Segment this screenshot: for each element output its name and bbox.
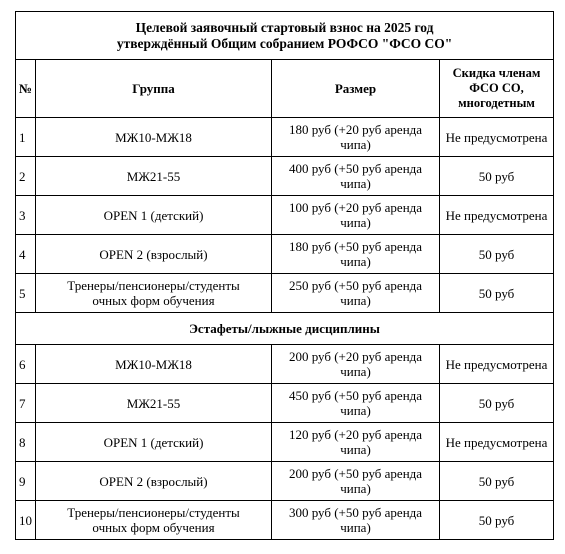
row-size-line-2: чипа) [340, 254, 371, 269]
row-group-line-1: МЖ21-55 [126, 395, 181, 411]
row-group-line-1: OPEN 1 (детский) [103, 434, 204, 450]
header-number: № [16, 60, 36, 118]
row-group [36, 423, 272, 462]
table-row [16, 235, 554, 274]
table-row [16, 157, 554, 196]
row-group-line-1: МЖ10-МЖ18 [115, 356, 192, 372]
row-group [36, 501, 272, 540]
row-size [272, 274, 440, 313]
row-group-line-1: МЖ21-55 [126, 168, 181, 184]
row-discount: 50 руб [440, 274, 554, 313]
row-size-line-2: чипа) [340, 520, 371, 535]
row-group-line-1: Тренеры/пенсионеры/студенты [67, 505, 240, 520]
row-number: 5 [16, 274, 36, 313]
row-size [272, 196, 440, 235]
row-group [36, 235, 272, 274]
row-group-line-1: OPEN 1 (детский) [103, 207, 204, 223]
table-row [16, 118, 554, 157]
row-discount: Не предусмотрена [440, 118, 554, 157]
row-size-line-1: 100 руб (+20 руб аренда [288, 200, 423, 215]
row-number: 9 [16, 462, 36, 501]
row-group [36, 157, 272, 196]
row-size [272, 462, 440, 501]
table-row [16, 345, 554, 384]
fee-table [15, 11, 554, 540]
header-group: Группа [36, 60, 272, 118]
row-size-line-2: чипа) [340, 481, 371, 496]
row-size-line-1: 180 руб (+20 руб аренда [288, 122, 423, 137]
section-row-relay [16, 313, 554, 345]
table-row [16, 423, 554, 462]
row-group [36, 274, 272, 313]
row-size-line-2: чипа) [340, 215, 371, 230]
section-title-relay: Эстафеты/лыжные дисциплины [16, 313, 554, 345]
row-size-line-1: 120 руб (+20 руб аренда [288, 427, 423, 442]
row-size-line-1: 300 руб (+50 руб аренда [288, 505, 423, 520]
header-discount-line-3: многодетным [458, 96, 535, 110]
row-size-line-1: 200 руб (+50 руб аренда [288, 466, 423, 481]
row-number: 3 [16, 196, 36, 235]
row-number: 2 [16, 157, 36, 196]
row-size-line-1: 200 руб (+20 руб аренда [288, 349, 423, 364]
row-number: 10 [16, 501, 36, 540]
row-discount: 50 руб [440, 157, 554, 196]
row-size-line-2: чипа) [340, 293, 371, 308]
row-group-line-1: OPEN 2 (взрослый) [99, 246, 208, 262]
header-size: Размер [272, 60, 440, 118]
row-discount: Не предусмотрена [440, 345, 554, 384]
table-row [16, 462, 554, 501]
row-number: 6 [16, 345, 36, 384]
row-size-line-1: 180 руб (+50 руб аренда [288, 239, 423, 254]
table-row [16, 384, 554, 423]
row-group [36, 462, 272, 501]
table-row [16, 196, 554, 235]
row-group [36, 118, 272, 157]
row-group-line-1: Тренеры/пенсионеры/студенты [67, 278, 240, 293]
table-title-line-1: Целевой заявочный стартовый взнос на 2025 год [135, 19, 434, 35]
row-discount: 50 руб [440, 501, 554, 540]
row-size [272, 118, 440, 157]
header-discount-line-1: Скидка членам [452, 66, 541, 80]
row-group [36, 345, 272, 384]
row-size [272, 157, 440, 196]
row-size-line-2: чипа) [340, 442, 371, 457]
row-group-line-2: очных форм обучения [92, 293, 215, 308]
table-row [16, 274, 554, 313]
row-size [272, 384, 440, 423]
row-size [272, 423, 440, 462]
header-row [16, 60, 554, 118]
header-discount [440, 60, 554, 118]
title-row [16, 12, 554, 60]
row-discount: Не предусмотрена [440, 196, 554, 235]
row-size-line-1: 450 руб (+50 руб аренда [288, 388, 423, 403]
row-size [272, 345, 440, 384]
row-number: 1 [16, 118, 36, 157]
row-size-line-2: чипа) [340, 364, 371, 379]
row-group-line-1: МЖ10-МЖ18 [115, 129, 192, 145]
row-size [272, 235, 440, 274]
row-discount: 50 руб [440, 462, 554, 501]
row-size-line-2: чипа) [340, 176, 371, 191]
row-group-line-1: OPEN 2 (взрослый) [99, 473, 208, 489]
row-discount: Не предусмотрена [440, 423, 554, 462]
table-row [16, 501, 554, 540]
row-size-line-1: 400 руб (+50 руб аренда [288, 161, 423, 176]
row-size-line-1: 250 руб (+50 руб аренда [288, 278, 423, 293]
row-size [272, 501, 440, 540]
row-number: 7 [16, 384, 36, 423]
row-number: 8 [16, 423, 36, 462]
row-group [36, 384, 272, 423]
row-discount: 50 руб [440, 235, 554, 274]
row-group-line-2: очных форм обучения [92, 520, 215, 535]
row-size-line-2: чипа) [340, 403, 371, 418]
row-discount: 50 руб [440, 384, 554, 423]
header-discount-line-2: ФСО СО, [469, 81, 524, 95]
row-group [36, 196, 272, 235]
table-title-line-2: утверждённый Общим собранием РОФСО "ФСО СО" [116, 35, 453, 51]
row-number: 4 [16, 235, 36, 274]
table-title [16, 12, 554, 60]
row-size-line-2: чипа) [340, 137, 371, 152]
